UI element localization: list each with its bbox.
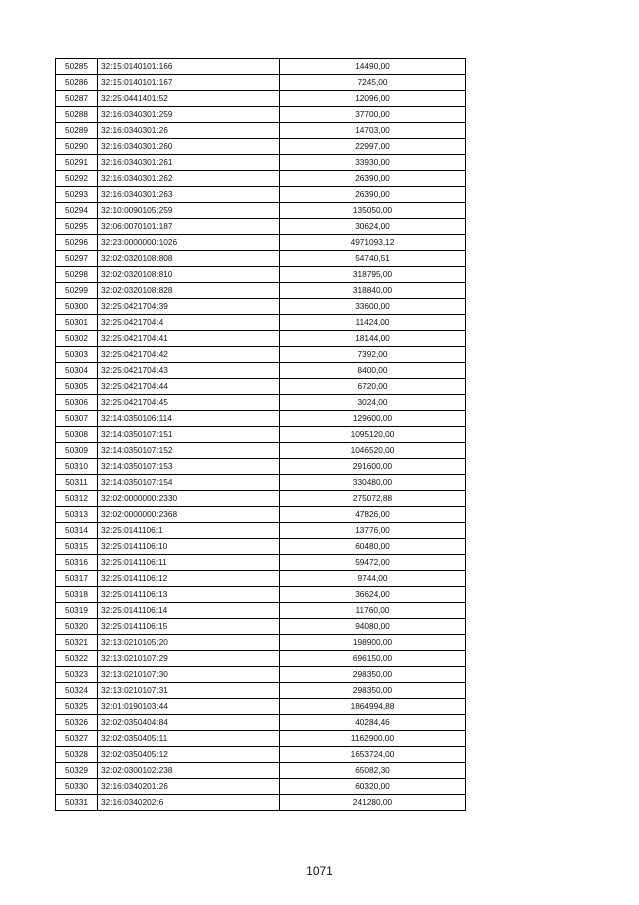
value-cell: 241280,00 (280, 795, 466, 811)
cadastral-number-cell: 32:10:0090105:259 (98, 203, 280, 219)
value-cell: 26390,00 (280, 187, 466, 203)
table-row (56, 267, 466, 283)
cadastral-number-cell: 32:16:0340301:26 (98, 123, 280, 139)
table-row (56, 59, 466, 75)
cadastral-number-cell: 32:16:0340301:262 (98, 171, 280, 187)
value-cell: 54740,51 (280, 251, 466, 267)
cadastral-number-cell: 32:25:0421704:44 (98, 379, 280, 395)
row-number-cell: 50319 (56, 603, 98, 619)
cadastral-number-cell: 32:16:0340201:26 (98, 779, 280, 795)
table-row (56, 619, 466, 635)
cadastral-number-cell: 32:02:0350405:11 (98, 731, 280, 747)
value-cell: 22997,00 (280, 139, 466, 155)
row-number-cell: 50325 (56, 699, 98, 715)
row-number-cell: 50293 (56, 187, 98, 203)
row-number-cell: 50298 (56, 267, 98, 283)
value-cell: 94080,00 (280, 619, 466, 635)
value-cell: 6720,00 (280, 379, 466, 395)
row-number-cell: 50305 (56, 379, 98, 395)
table-row (56, 123, 466, 139)
row-number-cell: 50311 (56, 475, 98, 491)
cadastral-number-cell: 32:02:0350405:12 (98, 747, 280, 763)
row-number-cell: 50294 (56, 203, 98, 219)
table-body (56, 59, 466, 811)
cadastral-number-cell: 32:25:0141106:13 (98, 587, 280, 603)
table-row (56, 539, 466, 555)
value-cell: 14490,00 (280, 59, 466, 75)
cadastral-number-cell: 32:14:0350107:151 (98, 427, 280, 443)
page-number: 1071 (306, 864, 333, 878)
table-row (56, 507, 466, 523)
row-number-cell: 50329 (56, 763, 98, 779)
cadastral-number-cell: 32:25:0421704:42 (98, 347, 280, 363)
cadastral-number-cell: 32:25:0421704:43 (98, 363, 280, 379)
row-number-cell: 50292 (56, 171, 98, 187)
cadastral-number-cell: 32:25:0441401:52 (98, 91, 280, 107)
cadastral-number-cell: 32:15:0140101:166 (98, 59, 280, 75)
value-cell: 135050,00 (280, 203, 466, 219)
value-cell: 26390,00 (280, 171, 466, 187)
table-row (56, 475, 466, 491)
cadastral-number-cell: 32:25:0141106:1 (98, 523, 280, 539)
value-cell: 33930,00 (280, 155, 466, 171)
table-row (56, 667, 466, 683)
table-row (56, 395, 466, 411)
table-row (56, 235, 466, 251)
cadastral-number-cell: 32:13:0210107:30 (98, 667, 280, 683)
table-row (56, 443, 466, 459)
cadastral-number-cell: 32:25:0141106:15 (98, 619, 280, 635)
table-row (56, 763, 466, 779)
value-cell: 60320,00 (280, 779, 466, 795)
row-number-cell: 50308 (56, 427, 98, 443)
table-row (56, 459, 466, 475)
cadastral-number-cell: 32:25:0421704:41 (98, 331, 280, 347)
cadastral-number-cell: 32:25:0141106:11 (98, 555, 280, 571)
cadastral-number-cell: 32:16:0340301:263 (98, 187, 280, 203)
row-number-cell: 50302 (56, 331, 98, 347)
value-cell: 30624,00 (280, 219, 466, 235)
row-number-cell: 50318 (56, 587, 98, 603)
row-number-cell: 50301 (56, 315, 98, 331)
table-row (56, 155, 466, 171)
value-cell: 14703,00 (280, 123, 466, 139)
cadastral-number-cell: 32:25:0141106:10 (98, 539, 280, 555)
value-cell: 696150,00 (280, 651, 466, 667)
value-cell: 59472,00 (280, 555, 466, 571)
row-number-cell: 50326 (56, 715, 98, 731)
cadastral-number-cell: 32:25:0141106:12 (98, 571, 280, 587)
row-number-cell: 50300 (56, 299, 98, 315)
row-number-cell: 50297 (56, 251, 98, 267)
cadastral-number-cell: 32:02:0000000:2330 (98, 491, 280, 507)
value-cell: 36624,00 (280, 587, 466, 603)
cadastral-number-cell: 32:14:0350107:154 (98, 475, 280, 491)
value-cell: 298350,00 (280, 667, 466, 683)
table-row (56, 523, 466, 539)
row-number-cell: 50324 (56, 683, 98, 699)
table-row (56, 491, 466, 507)
row-number-cell: 50313 (56, 507, 98, 523)
row-number-cell: 50321 (56, 635, 98, 651)
value-cell: 291600,00 (280, 459, 466, 475)
table-row (56, 187, 466, 203)
value-cell: 18144,00 (280, 331, 466, 347)
row-number-cell: 50310 (56, 459, 98, 475)
table-row (56, 571, 466, 587)
cadastral-number-cell: 32:16:0340301:259 (98, 107, 280, 123)
row-number-cell: 50287 (56, 91, 98, 107)
table-row (56, 699, 466, 715)
row-number-cell: 50289 (56, 123, 98, 139)
table-row (56, 379, 466, 395)
value-cell: 37700,00 (280, 107, 466, 123)
row-number-cell: 50286 (56, 75, 98, 91)
value-cell: 9744,00 (280, 571, 466, 587)
table-row (56, 219, 466, 235)
table-row (56, 315, 466, 331)
table-row (56, 283, 466, 299)
row-number-cell: 50314 (56, 523, 98, 539)
table-row (56, 203, 466, 219)
table-row (56, 331, 466, 347)
value-cell: 1095120,00 (280, 427, 466, 443)
row-number-cell: 50288 (56, 107, 98, 123)
cadastral-number-cell: 32:13:0210107:31 (98, 683, 280, 699)
table-row (56, 427, 466, 443)
cadastral-number-cell: 32:25:0421704:4 (98, 315, 280, 331)
table-row (56, 747, 466, 763)
row-number-cell: 50315 (56, 539, 98, 555)
value-cell: 8400,00 (280, 363, 466, 379)
table-row (56, 555, 466, 571)
row-number-cell: 50309 (56, 443, 98, 459)
cadastral-number-cell: 32:01:0190103:44 (98, 699, 280, 715)
row-number-cell: 50304 (56, 363, 98, 379)
cadastral-number-cell: 32:02:0350404:84 (98, 715, 280, 731)
cadastral-number-cell: 32:16:0340202:6 (98, 795, 280, 811)
row-number-cell: 50307 (56, 411, 98, 427)
value-cell: 1046520,00 (280, 443, 466, 459)
table-row (56, 299, 466, 315)
row-number-cell: 50290 (56, 139, 98, 155)
table-row (56, 91, 466, 107)
cadastral-number-cell: 32:13:0210107:29 (98, 651, 280, 667)
cadastral-number-cell: 32:02:0320108:810 (98, 267, 280, 283)
row-number-cell: 50295 (56, 219, 98, 235)
row-number-cell: 50330 (56, 779, 98, 795)
row-number-cell: 50317 (56, 571, 98, 587)
value-cell: 11760,00 (280, 603, 466, 619)
value-cell: 11424,00 (280, 315, 466, 331)
cadastral-number-cell: 32:15:0140101:167 (98, 75, 280, 91)
value-cell: 318840,00 (280, 283, 466, 299)
table-row (56, 411, 466, 427)
value-cell: 275072,88 (280, 491, 466, 507)
table-row (56, 363, 466, 379)
value-cell: 298350,00 (280, 683, 466, 699)
cadastral-number-cell: 32:06:0070101:187 (98, 219, 280, 235)
row-number-cell: 50323 (56, 667, 98, 683)
cadastral-number-cell: 32:25:0421704:45 (98, 395, 280, 411)
table-row (56, 683, 466, 699)
value-cell: 4971093,12 (280, 235, 466, 251)
cadastral-number-cell: 32:16:0340301:260 (98, 139, 280, 155)
row-number-cell: 50296 (56, 235, 98, 251)
row-number-cell: 50322 (56, 651, 98, 667)
table-row (56, 107, 466, 123)
table-row (56, 587, 466, 603)
table-row (56, 635, 466, 651)
value-cell: 13776,00 (280, 523, 466, 539)
row-number-cell: 50299 (56, 283, 98, 299)
table-row (56, 251, 466, 267)
cadastral-number-cell: 32:02:0320108:828 (98, 283, 280, 299)
table-row (56, 171, 466, 187)
table-row (56, 779, 466, 795)
value-cell: 33600,00 (280, 299, 466, 315)
table-row (56, 731, 466, 747)
value-cell: 40284,46 (280, 715, 466, 731)
cadastral-number-cell: 32:14:0350106:114 (98, 411, 280, 427)
cadastral-number-cell: 32:02:0300102:238 (98, 763, 280, 779)
value-cell: 330480,00 (280, 475, 466, 491)
cadastral-number-cell: 32:13:0210105:20 (98, 635, 280, 651)
value-cell: 65082,30 (280, 763, 466, 779)
row-number-cell: 50306 (56, 395, 98, 411)
table-row (56, 139, 466, 155)
value-cell: 1162900,00 (280, 731, 466, 747)
cadastral-number-cell: 32:23:0000000:1026 (98, 235, 280, 251)
table-row (56, 795, 466, 811)
row-number-cell: 50303 (56, 347, 98, 363)
table-row (56, 347, 466, 363)
value-cell: 1653724,00 (280, 747, 466, 763)
row-number-cell: 50312 (56, 491, 98, 507)
value-cell: 129600,00 (280, 411, 466, 427)
table-row (56, 603, 466, 619)
value-cell: 7392,00 (280, 347, 466, 363)
table-row (56, 75, 466, 91)
value-cell: 12096,00 (280, 91, 466, 107)
row-number-cell: 50285 (56, 59, 98, 75)
row-number-cell: 50320 (56, 619, 98, 635)
cadastral-number-cell: 32:14:0350107:152 (98, 443, 280, 459)
data-table (55, 58, 466, 811)
value-cell: 47826,00 (280, 507, 466, 523)
row-number-cell: 50328 (56, 747, 98, 763)
value-cell: 318795,00 (280, 267, 466, 283)
table-row (56, 715, 466, 731)
value-cell: 60480,00 (280, 539, 466, 555)
value-cell: 7245,00 (280, 75, 466, 91)
row-number-cell: 50331 (56, 795, 98, 811)
row-number-cell: 50327 (56, 731, 98, 747)
value-cell: 3024,00 (280, 395, 466, 411)
cadastral-number-cell: 32:02:0000000:2368 (98, 507, 280, 523)
cadastral-number-cell: 32:02:0320108:808 (98, 251, 280, 267)
value-cell: 198900,00 (280, 635, 466, 651)
value-cell: 1864994,88 (280, 699, 466, 715)
cadastral-number-cell: 32:14:0350107:153 (98, 459, 280, 475)
row-number-cell: 50291 (56, 155, 98, 171)
cadastral-number-cell: 32:16:0340301:261 (98, 155, 280, 171)
table-row (56, 651, 466, 667)
cadastral-number-cell: 32:25:0141106:14 (98, 603, 280, 619)
cadastral-number-cell: 32:25:0421704:39 (98, 299, 280, 315)
row-number-cell: 50316 (56, 555, 98, 571)
